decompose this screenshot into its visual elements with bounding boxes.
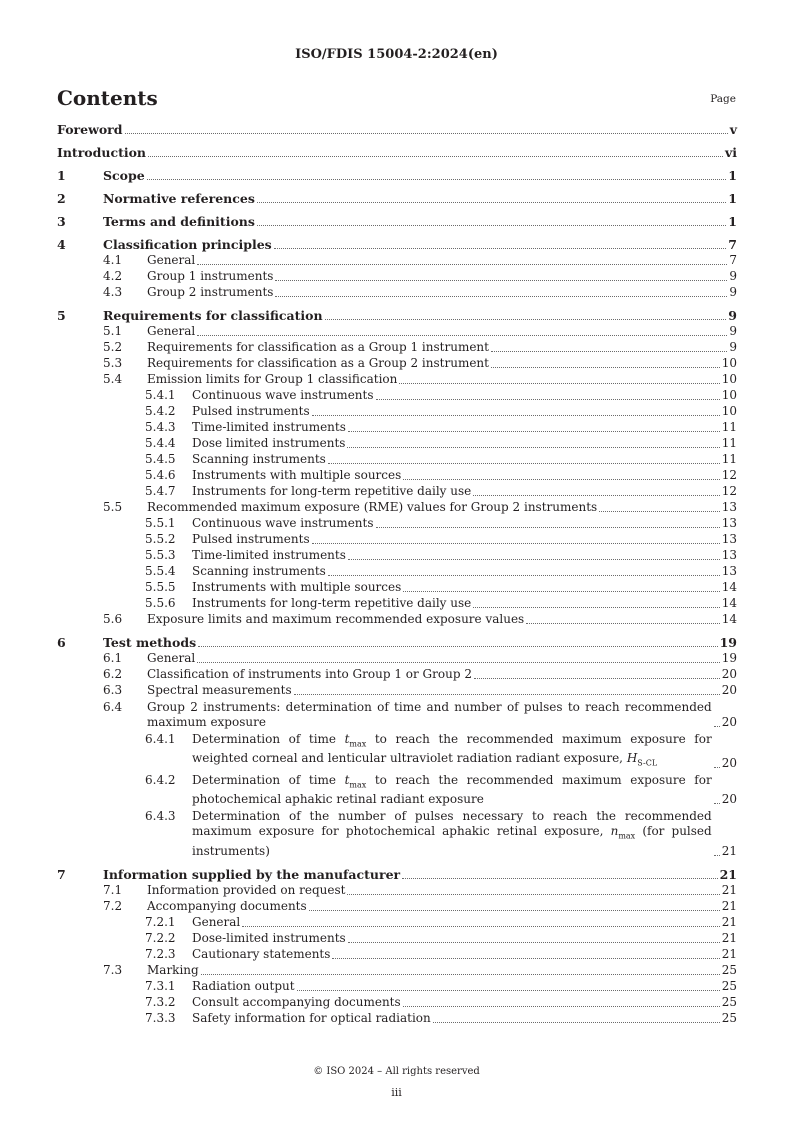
- toc-dot-leader: [312, 415, 720, 416]
- toc-entry-page: 11: [721, 452, 737, 466]
- toc-entry[interactable]: [57, 612, 737, 627]
- toc-entry-number: 3: [57, 214, 66, 229]
- toc-entry-page: 12: [721, 484, 737, 498]
- toc-entry-page: 13: [721, 548, 737, 562]
- toc-entry-page: 9: [728, 308, 737, 323]
- toc-entry-number: 5.4.4: [145, 436, 176, 450]
- toc-entry-page: 10: [721, 388, 737, 402]
- toc-entry-number: 6.4: [103, 700, 123, 714]
- toc-entry-title: Information provided on request: [147, 882, 346, 897]
- toc-entry[interactable]: [57, 995, 737, 1010]
- toc-dot-leader: [491, 367, 720, 368]
- toc-entry-page: 25: [721, 1010, 737, 1025]
- toc-entry-number: 6: [57, 635, 66, 650]
- toc-entry[interactable]: [57, 372, 737, 387]
- toc-entry-title: General: [147, 253, 196, 267]
- toc-dot-leader: [332, 958, 719, 959]
- toc-entry-page: 1: [728, 168, 737, 183]
- toc-dot-leader: [325, 319, 727, 320]
- toc-entry[interactable]: [57, 269, 737, 284]
- toc-entry-page: 10: [721, 404, 737, 418]
- toc-entry-number: 5.4.7: [145, 484, 176, 498]
- toc-entry-title: Requirements for classification as a Group 2 instrument: [147, 356, 489, 370]
- toc-entry[interactable]: [57, 700, 737, 730]
- toc-entry-page: 13: [721, 564, 737, 578]
- toc-entry-number: 6.4.3: [145, 809, 176, 824]
- document-id-header: ISO/FDIS 15004-2:2024(en): [295, 47, 498, 62]
- toc-entry-title: Scanning instruments: [192, 564, 326, 578]
- toc-entry-title: General: [192, 914, 241, 929]
- toc-entry-title: General: [147, 324, 196, 338]
- toc-entry-page: 9: [729, 285, 737, 299]
- toc-entry-page: 13: [721, 532, 737, 546]
- toc-entry-page: 21: [719, 866, 737, 882]
- toc-entry-number: 1: [57, 168, 66, 183]
- toc-entry-page: 19: [719, 635, 737, 650]
- toc-entry[interactable]: [57, 883, 737, 898]
- toc-entry-number: 5.5.2: [145, 532, 176, 546]
- toc-entry[interactable]: [57, 635, 737, 650]
- toc-entry-page: 25: [721, 962, 737, 977]
- toc-entry[interactable]: [57, 683, 737, 698]
- toc-entry-page: 10: [721, 356, 737, 370]
- toc-entry[interactable]: [57, 947, 737, 962]
- toc-entry[interactable]: [57, 420, 737, 435]
- toc-entry-page: 1: [728, 214, 737, 229]
- toc-entry-number: 6.2: [103, 667, 123, 681]
- toc-dot-leader: [125, 133, 728, 134]
- toc-entry-title: Normative references: [103, 191, 255, 206]
- toc-dot-leader: [294, 694, 720, 695]
- toc-entry-number: 5.5.3: [145, 548, 176, 562]
- toc-entry-title: Instruments for long-term repetitive daily use: [192, 596, 472, 610]
- toc-dot-leader: [599, 511, 720, 512]
- toc-entry-number: 7.3.2: [145, 994, 176, 1009]
- toc-dot-leader: [257, 202, 726, 203]
- toc-entry-number: 5.4.1: [145, 388, 176, 402]
- toc-entry-number: 5.5.6: [145, 596, 176, 610]
- toc-dot-leader: [309, 910, 720, 911]
- toc-entry[interactable]: [57, 931, 737, 946]
- toc-entry-page: 21: [721, 930, 737, 945]
- toc-entry-title: Time-limited instruments: [192, 548, 346, 562]
- toc-entry-title: Pulsed instruments: [192, 404, 310, 418]
- toc-dot-leader: [198, 646, 717, 647]
- toc-entry[interactable]: [57, 899, 737, 914]
- toc-dot-leader: [714, 855, 720, 856]
- toc-dot-leader: [201, 974, 720, 975]
- toc-entry-number: 5.5.1: [145, 516, 176, 530]
- toc-entry-page: 25: [721, 978, 737, 993]
- toc-entry[interactable]: [57, 596, 737, 611]
- toc-dot-leader: [714, 726, 720, 727]
- toc-entry-number: 7.3.3: [145, 1010, 176, 1025]
- toc-entry-number: 6.4.1: [145, 732, 176, 746]
- toc-entry-page: 12: [721, 468, 737, 482]
- copyright-footer: © ISO 2024 – All rights reserved: [313, 1066, 480, 1077]
- toc-dot-leader: [242, 926, 719, 927]
- toc-entry-title: Cautionary statements: [192, 946, 331, 961]
- toc-entry-number: 5.5.5: [145, 580, 176, 594]
- toc-dot-leader: [402, 878, 717, 879]
- toc-entry[interactable]: [57, 867, 737, 882]
- toc-entry[interactable]: [57, 484, 737, 499]
- toc-entry[interactable]: [57, 651, 737, 666]
- toc-dot-leader: [197, 662, 719, 663]
- toc-entry[interactable]: [57, 516, 737, 531]
- page-number: iii: [391, 1086, 402, 1099]
- toc-dot-leader: [399, 383, 719, 384]
- toc-entry-number: 5.4: [103, 372, 123, 386]
- toc-entry-page: 13: [721, 500, 737, 514]
- toc-entry-page: 21: [721, 898, 737, 913]
- toc-entry-number: 5.5: [103, 500, 123, 514]
- toc-dot-leader: [348, 559, 720, 560]
- toc-entry[interactable]: [57, 452, 737, 467]
- toc-entry[interactable]: [57, 285, 737, 300]
- toc-entry[interactable]: [57, 168, 737, 183]
- toc-entry[interactable]: [57, 388, 737, 403]
- page-title: Contents: [57, 86, 158, 110]
- toc-entry-page: 21: [721, 946, 737, 961]
- toc-dot-leader: [347, 894, 719, 895]
- toc-entry[interactable]: [57, 667, 737, 682]
- toc-entry-title: Time-limited instruments: [192, 420, 346, 434]
- toc-entry-title: Dose-limited instruments: [192, 930, 346, 945]
- toc-dot-leader: [328, 575, 720, 576]
- toc-entry[interactable]: [57, 548, 737, 563]
- toc-entry-title: Pulsed instruments: [192, 532, 310, 546]
- toc-entry-title: Instruments with multiple sources: [192, 468, 402, 482]
- toc-entry-title: Introduction: [57, 145, 147, 160]
- toc-entry-title: Continuous wave instruments: [192, 516, 374, 530]
- toc-entry-title: Recommended maximum exposure (RME) values for Group 2 instruments: [147, 500, 598, 514]
- toc-entry-number: 5.6: [103, 612, 123, 626]
- toc-entry[interactable]: [57, 732, 737, 771]
- toc-entry[interactable]: [57, 773, 737, 807]
- toc-dot-leader: [297, 990, 720, 991]
- toc-entry-title: Scope: [103, 168, 145, 183]
- toc-entry-page: v: [729, 122, 737, 137]
- toc-entry-number: 5.4.5: [145, 452, 176, 466]
- toc-dot-leader: [347, 447, 719, 448]
- toc-entry-page: 9: [729, 324, 737, 338]
- toc-entry-title: Terms and definitions: [103, 214, 255, 229]
- toc-entry-page: 7: [729, 253, 737, 267]
- toc-entry-page: 14: [721, 580, 737, 594]
- toc-entry[interactable]: [57, 191, 737, 206]
- toc-entry-title: Scanning instruments: [192, 452, 326, 466]
- toc-entry-page: 11: [721, 420, 737, 434]
- toc-entry-number: 5.4.3: [145, 420, 176, 434]
- toc-entry[interactable]: [57, 214, 737, 229]
- toc-entry-number: 4.3: [103, 285, 123, 299]
- toc-entry-number: 6.4.2: [145, 772, 176, 787]
- toc-entry-number: 2: [57, 191, 66, 206]
- toc-entry[interactable]: [57, 468, 737, 483]
- toc-entry-number: 7: [57, 866, 66, 882]
- toc-entry-page: 9: [729, 269, 737, 283]
- toc-entry[interactable]: [57, 564, 737, 579]
- toc-entry-page: 21: [721, 843, 737, 858]
- toc-entry-title: Test methods: [103, 635, 197, 650]
- toc-entry[interactable]: [57, 1011, 737, 1026]
- toc-entry-number: 4.2: [103, 269, 123, 283]
- toc-entry[interactable]: [57, 237, 737, 252]
- toc-dot-leader: [376, 399, 720, 400]
- toc-entry-title: Radiation output: [192, 978, 295, 993]
- toc-entry-title: Marking: [147, 962, 199, 977]
- toc-dot-leader: [275, 296, 727, 297]
- toc-entry-page: vi: [724, 145, 737, 160]
- toc-entry-title: Group 1 instruments: [147, 269, 274, 283]
- toc-entry-title: General: [147, 651, 196, 665]
- toc-dot-leader: [348, 942, 720, 943]
- toc-entry[interactable]: [57, 404, 737, 419]
- toc-entry-page: 13: [721, 516, 737, 530]
- toc-entry-number: 7.2.2: [145, 930, 176, 945]
- toc-entry[interactable]: [57, 532, 737, 547]
- toc-entry[interactable]: [57, 356, 737, 371]
- toc-entry-title: Foreword: [57, 122, 123, 137]
- toc-entry-number: 6.3: [103, 683, 123, 697]
- toc-entry-title: Determination of time $t_{max}$ to reach the recommended maximum exposure for photochemical aphakic retinal radiant exposure: [192, 772, 712, 807]
- toc-entry[interactable]: [57, 809, 737, 858]
- toc-entry-title: Information supplied by the manufacturer: [103, 866, 401, 882]
- toc-dot-leader: [257, 225, 726, 226]
- toc-entry-page: 11: [721, 436, 737, 450]
- page-column-label: Page: [710, 93, 736, 105]
- toc-entry-title: Classification principles: [103, 237, 272, 252]
- toc-entry[interactable]: [57, 308, 737, 323]
- toc-entry-number: 5.3: [103, 356, 123, 370]
- toc-entry[interactable]: [57, 915, 737, 930]
- toc-entry-page: 20: [721, 667, 737, 681]
- toc-entry-title: Continuous wave instruments: [192, 388, 374, 402]
- toc-entry-title: Emission limits for Group 1 classification: [147, 372, 398, 386]
- toc-dot-leader: [714, 767, 720, 768]
- toc-entry-page: 20: [721, 792, 737, 807]
- toc-dot-leader: [328, 463, 720, 464]
- toc-entry-title: Consult accompanying documents: [192, 994, 401, 1009]
- toc-entry-number: 4.1: [103, 253, 123, 267]
- toc-dot-leader: [403, 1006, 720, 1007]
- toc-dot-leader: [274, 248, 727, 249]
- toc-entry-page: 21: [721, 914, 737, 929]
- toc-entry-number: 7.2: [103, 898, 123, 913]
- toc-entry-title: Dose limited instruments: [192, 436, 346, 450]
- toc-entry-page: 9: [729, 340, 737, 354]
- toc-dot-leader: [526, 623, 720, 624]
- toc-entry[interactable]: [57, 324, 737, 339]
- toc-entry[interactable]: [57, 580, 737, 595]
- toc-entry-number: 5.2: [103, 340, 123, 354]
- toc-entry-title: Group 2 instruments: [147, 285, 274, 299]
- toc-entry-page: 25: [721, 994, 737, 1009]
- toc-dot-leader: [714, 803, 720, 804]
- toc-entry-page: 1: [728, 191, 737, 206]
- toc-entry-number: 7.3: [103, 962, 123, 977]
- toc-dot-leader: [491, 351, 727, 352]
- toc-dot-leader: [433, 1022, 720, 1023]
- toc-entry-page: 14: [721, 596, 737, 610]
- toc-entry-title: Exposure limits and maximum recommended exposure values: [147, 612, 525, 626]
- toc-entry-number: 7.1: [103, 882, 123, 897]
- toc-entry[interactable]: [57, 963, 737, 978]
- toc-entry-title: Accompanying documents: [147, 898, 307, 913]
- toc-entry-number: 5.4.6: [145, 468, 176, 482]
- toc-entry[interactable]: [57, 145, 737, 160]
- toc-dot-leader: [147, 179, 727, 180]
- toc-entry-number: 7.2.3: [145, 946, 176, 961]
- toc-entry-title: Classification of instruments into Group 1 or Group 2: [147, 667, 472, 681]
- table-of-contents: [57, 122, 737, 1026]
- toc-entry-page: 7: [728, 237, 737, 252]
- toc-entry[interactable]: [57, 979, 737, 994]
- toc-dot-leader: [403, 591, 719, 592]
- toc-entry-title: Requirements for classification: [103, 308, 323, 323]
- toc-dot-leader: [376, 527, 720, 528]
- toc-entry-number: 5.4.2: [145, 404, 176, 418]
- toc-entry-title: Determination of time $t_{max}$ to reach the recommended maximum exposure for weighted corneal and lenticular ultraviolet radiation radiant exposure, $H_{S-CL}$: [192, 732, 712, 768]
- toc-dot-leader: [473, 495, 719, 496]
- toc-entry-number: 5.5.4: [145, 564, 176, 578]
- toc-dot-leader: [403, 479, 719, 480]
- toc-entry-page: 20: [721, 715, 737, 729]
- toc-entry-title: Group 2 instruments: determination of time and number of pulses to reach recommended maximum exposure: [147, 700, 712, 729]
- toc-entry-number: 5.1: [103, 324, 123, 338]
- toc-entry[interactable]: [57, 436, 737, 451]
- toc-dot-leader: [275, 280, 727, 281]
- toc-entry-title: Spectral measurements: [147, 683, 292, 697]
- toc-dot-leader: [348, 431, 720, 432]
- toc-entry-number: 7.2.1: [145, 914, 176, 929]
- toc-dot-leader: [148, 156, 723, 157]
- toc-dot-leader: [197, 335, 727, 336]
- toc-entry-page: 20: [721, 755, 737, 770]
- toc-entry[interactable]: [57, 122, 737, 137]
- toc-entry-title: Instruments for long-term repetitive daily use: [192, 484, 472, 498]
- toc-dot-leader: [473, 607, 719, 608]
- toc-entry-page: 10: [721, 372, 737, 386]
- toc-entry-page: 14: [721, 612, 737, 626]
- toc-entry[interactable]: [57, 253, 737, 268]
- toc-entry-number: 5: [57, 308, 66, 323]
- toc-dot-leader: [197, 264, 727, 265]
- toc-entry-page: 19: [721, 651, 737, 665]
- toc-entry[interactable]: [57, 340, 737, 355]
- toc-dot-leader: [312, 543, 720, 544]
- toc-entry-title: Instruments with multiple sources: [192, 580, 402, 594]
- toc-entry-page: 21: [721, 882, 737, 897]
- toc-entry-number: 4: [57, 237, 66, 252]
- toc-entry-title: Requirements for classification as a Group 1 instrument: [147, 340, 489, 354]
- toc-entry[interactable]: [57, 500, 737, 515]
- toc-entry-title: Determination of the number of pulses necessary to reach the recommended maximum exposure for photochemical aphakic retinal exposure, $n_{max}$ (for pulsed instruments): [192, 809, 712, 858]
- toc-dot-leader: [474, 678, 720, 679]
- toc-entry-number: 7.3.1: [145, 978, 176, 993]
- toc-entry-title: Safety information for optical radiation: [192, 1010, 431, 1025]
- toc-entry-number: 6.1: [103, 651, 123, 665]
- toc-entry-page: 20: [721, 683, 737, 697]
